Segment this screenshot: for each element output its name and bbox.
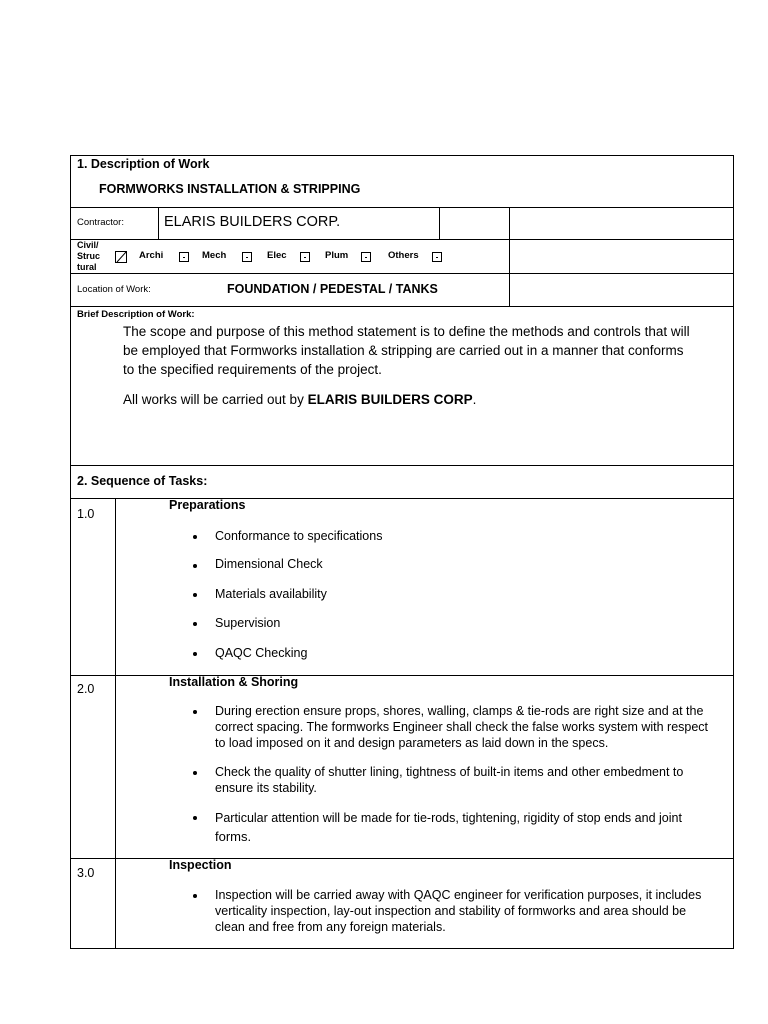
task-item-line: verticality inspection, lay-out inspection and stability of formworks and area should be xyxy=(215,904,687,918)
checkbox-dot-icon xyxy=(304,257,306,258)
task-item-line: Particular attention will be made for tie-rods, tightening, rigidity of stop ends and joint xyxy=(215,811,682,825)
task-item-line: to load imposed on it and design parameters as laid down in the specs. xyxy=(215,736,609,750)
col-divider xyxy=(509,207,510,306)
work-title: FORMWORKS INSTALLATION & STRIPPING xyxy=(99,182,361,196)
brief-statement-prefix: All works will be carried out by xyxy=(123,392,308,407)
checkbox-dot-icon xyxy=(183,257,185,258)
location-label: Location of Work: xyxy=(77,284,151,295)
bullet-icon xyxy=(193,816,197,820)
bullet-icon xyxy=(193,771,197,775)
discipline-label-line: Civil/ xyxy=(77,240,99,250)
checkbox-dot-icon xyxy=(436,257,438,258)
bullet-icon xyxy=(193,622,197,626)
form-frame xyxy=(70,155,734,949)
task-number: 2.0 xyxy=(77,682,95,696)
option-label-archi: Archi xyxy=(139,250,164,261)
bullet-icon xyxy=(193,535,197,539)
bullet-icon xyxy=(193,593,197,597)
section-heading-description: 1. Description of Work xyxy=(77,157,210,171)
archi-checkbox[interactable] xyxy=(179,252,189,262)
row-divider xyxy=(70,273,734,274)
task-item: Materials availability xyxy=(215,587,327,601)
bullet-icon xyxy=(193,710,197,714)
option-label-mech: Mech xyxy=(202,250,227,261)
bullet-icon xyxy=(193,894,197,898)
discipline-label-line: Struc xyxy=(77,251,101,261)
checkbox-dot-icon xyxy=(365,257,367,258)
check-mark-icon xyxy=(115,251,127,263)
plum-checkbox[interactable] xyxy=(361,252,371,262)
location-value: FOUNDATION / PEDESTAL / TANKS xyxy=(227,282,438,296)
section-heading-sequence: 2. Sequence of Tasks: xyxy=(77,474,208,488)
task-title: Preparations xyxy=(169,498,246,512)
others-checkbox[interactable] xyxy=(432,252,442,262)
bullet-icon xyxy=(193,652,197,656)
col-divider xyxy=(439,207,440,239)
task-title: Inspection xyxy=(169,858,232,872)
task-number: 1.0 xyxy=(77,507,95,521)
task-item-line: Check the quality of shutter lining, tightness of built-in items and other embedment to xyxy=(215,765,684,779)
task-item: Dimensional Check xyxy=(215,557,323,571)
brief-paragraph-line: to the specified requirements of the project. xyxy=(123,362,382,377)
mech-checkbox[interactable] xyxy=(242,252,252,262)
task-item-line: correct spacing. The formworks Engineer shall check the false works system with respect xyxy=(215,720,709,734)
task-item: Supervision xyxy=(215,616,281,630)
checkbox-dot-icon xyxy=(246,257,248,258)
task-title: Installation & Shoring xyxy=(169,675,299,689)
discipline-label-line: tural xyxy=(77,262,97,272)
brief-paragraph-line: be employed that Formworks installation & stripping are carried out in a manner that conforms xyxy=(123,343,684,358)
brief-statement-contractor: ELARIS BUILDERS CORP xyxy=(307,392,473,407)
row-divider xyxy=(70,465,734,466)
row-divider xyxy=(70,207,734,208)
row-divider xyxy=(70,239,734,240)
option-label-plum: Plum xyxy=(325,250,349,261)
brief-paragraph-line: The scope and purpose of this method statement is to define the methods and controls that will xyxy=(123,324,690,339)
option-label-elec: Elec xyxy=(267,250,287,261)
task-item: QAQC Checking xyxy=(215,646,308,660)
contractor-name: ELARIS BUILDERS CORP. xyxy=(164,214,341,230)
task-item-line: Inspection will be carried away with QAQC engineer for verification purposes, it includes xyxy=(215,888,702,902)
task-item: Conformance to specifications xyxy=(215,529,383,543)
task-item-line: clean and free from any foreign materials. xyxy=(215,920,446,934)
elec-checkbox[interactable] xyxy=(300,252,310,262)
bullet-icon xyxy=(193,564,197,568)
option-label-others: Others xyxy=(388,250,419,261)
civil-checkbox[interactable] xyxy=(115,251,127,263)
col-divider xyxy=(158,207,159,239)
task-item-line: During erection ensure props, shores, walling, clamps & tie-rods are right size and at the xyxy=(215,704,704,718)
contractor-label: Contractor: xyxy=(77,217,124,228)
brief-contractor-statement xyxy=(123,390,476,409)
task-item-line: ensure its stability. xyxy=(215,781,317,795)
task-item-line: forms. xyxy=(215,829,252,844)
col-divider xyxy=(115,498,116,949)
brief-label: Brief Description of Work: xyxy=(77,309,195,320)
brief-statement-suffix: . xyxy=(472,392,477,407)
row-divider xyxy=(70,306,734,307)
task-number: 3.0 xyxy=(77,866,95,880)
